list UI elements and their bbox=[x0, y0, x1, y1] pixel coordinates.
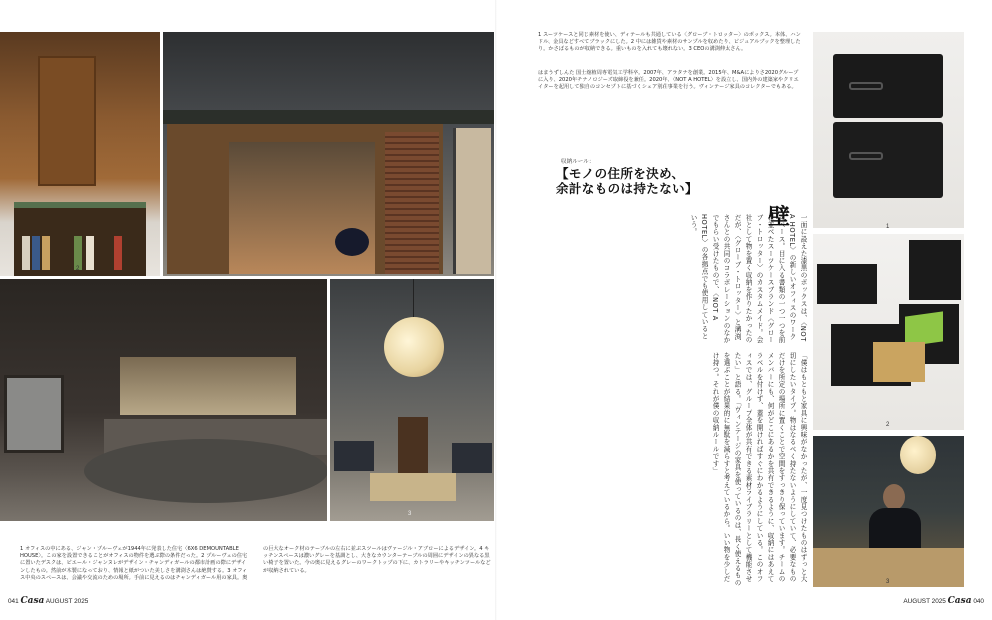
folio-left bbox=[8, 596, 88, 606]
issue-date: AUGUST 2025 bbox=[45, 598, 89, 605]
wooden-door bbox=[38, 56, 96, 186]
page-gutter bbox=[495, 0, 497, 620]
headline-line-2: 余計なものは持たない】 bbox=[556, 181, 698, 196]
headline bbox=[556, 166, 698, 196]
body-text-lower: 「僕はもともと家具に興味がなかったが、一度見つけたものはずっと大切にしたいタイプ。物はなるべく持たないようにしていて、必要なものだけを所定の場所に置くことで空間をすっきり保っています。チームのメンバーにも、何がどこにあるかを共有できるように、収納にはあえてラベルを付けず、蓋を開ければすぐにわかるようにしている。このオフィスでは、グループ全体が共有できる素材ライブラリーとして機能させたい」と語る。「ヴィンテージの家具を使っているのは、長く使えるものを選ぶことが結果的に無駄を減らすと考えているから。いい物を少しだけ持つ。それが僕の収納ルールです」 bbox=[711, 352, 807, 587]
round-table bbox=[84, 439, 327, 503]
armchair-left bbox=[334, 441, 374, 471]
lounge-chair bbox=[335, 228, 369, 256]
body-text-upper: 一面に設えた漆黒のボックスは、〈NOT A HOTEL〉の新しいオフィスのワークスペース。目に入る書類の一つ一つを前に並べたスーツケースブランド〈グローブ・トロッター〉のカスタムメイド。会社として物を置く収納を作りたかったのだが、〈グローブ・トロッター〉と溝渕さんとの共同のコラボレーションのなかでもらい受けたもので、〈NOT A HOTEL〉の各拠点でも使用しているという。 bbox=[689, 214, 807, 344]
photo-lobby-pendant-lamp bbox=[330, 279, 494, 521]
photo-number: 2 bbox=[886, 422, 890, 428]
caption-paragraph: 1 スーツケースと同じ素材を使い、ディテールも共通している〈グローブ・トロッター〉のボックス。本体、ハンドル、金具などすべてブラックにした。2 中には雑貨や素材のサンプルを収めたり、ビジュアルブックを整理したり。かさばるものが収納できる。重いものを入れても壊れない。3 CEOの溝渕伸太さん。 bbox=[538, 32, 801, 53]
photo-ceo-portrait bbox=[813, 436, 964, 587]
photo-number: 1 bbox=[886, 224, 890, 228]
glass-cabinet bbox=[453, 128, 491, 274]
trunk-bottom bbox=[833, 122, 943, 198]
photo-number: 3 bbox=[886, 579, 890, 585]
long-table bbox=[398, 417, 428, 479]
armchair-right bbox=[452, 443, 492, 473]
photo-open-storage-boxes bbox=[813, 234, 964, 430]
hut-roof bbox=[163, 110, 494, 124]
rug bbox=[370, 473, 456, 501]
trunk-top bbox=[833, 54, 943, 118]
pendant-lamp bbox=[900, 436, 936, 474]
magazine-logo: Casa bbox=[20, 596, 45, 606]
lamp-cord bbox=[413, 279, 414, 319]
page-number: 040 bbox=[973, 598, 984, 605]
brick-wall bbox=[385, 132, 439, 274]
person-head bbox=[883, 484, 905, 510]
photo-prouve-house-interior bbox=[0, 32, 160, 276]
issue-date: AUGUST 2025 bbox=[903, 598, 946, 605]
person-body bbox=[869, 508, 921, 552]
pendant-lamp bbox=[384, 317, 444, 377]
drop-cap: 壁 bbox=[768, 204, 791, 230]
photo-captions-bottom: 1 オフィスの中にある、ジャン・プルーヴェが1944年に発表した住宅〈6X6 DEMOUNTABLE HOUSE〉。この家を設置できることがオフィスの物件を選ぶ際の条件だった。2 プルーヴェの住宅に置いたデスクは、ピエール・ジャンヌレがデザイン・チャンディガールの都市計画の際にデザインしたもの。然前が木製になっており、情報と紙がついた美しさを溝渕さんは絶賛する。3 オフィス中央のスペースは、会議や交流のための場所。手前に見えるのはチャンディガール用の家具。奥の巨大なオーク材のテーブルの左右に並ぶスツールはヴァージル・アブローによるデザイン。4 キッチンスペースは濃いグレーを基調とし、大きなカウンターテーブルの周囲にデザインの異なる黒い椅子を置いた。今の奥に見えるグレーのワークトップの下に、カトラリーやキッチンツールなどが収納されている。 bbox=[20, 546, 491, 581]
magazine-logo: Casa bbox=[947, 596, 972, 606]
profile-text: はまうずしんた 国士舘植周専電気工学科卒。2007年、アラタナを創業。2015年、M&Aによりさ2020グループに入り、2020年チナノロジーズ取締役を兼任。2020年、〈NOT A HOTEL〉を設立し、国内外の建築家やクリエイターを起用して独自のコンセプトに基づくシェア別荘事業を行う。ヴィンテージ家具のコレクターでもある。 bbox=[538, 70, 799, 91]
page-number: 041 bbox=[8, 598, 19, 605]
rule-label: 収納ルール： bbox=[561, 159, 595, 165]
photo-office-hall-with-hut bbox=[163, 32, 494, 276]
glass-fridge bbox=[4, 375, 64, 453]
photo-black-trunks bbox=[813, 32, 964, 228]
wood-samples bbox=[873, 342, 925, 382]
photo-kitchen-conference bbox=[0, 279, 327, 521]
photo-number: 3 bbox=[408, 511, 412, 517]
photo-number: 2 bbox=[76, 266, 80, 272]
headline-line-1: 【モノの住所を決め、 bbox=[556, 166, 685, 181]
lit-shelf bbox=[120, 357, 296, 415]
folio-right bbox=[903, 596, 984, 606]
box bbox=[817, 264, 877, 304]
box bbox=[909, 240, 961, 300]
photo-captions-top bbox=[538, 32, 803, 57]
bookshelf-desk bbox=[14, 202, 146, 276]
